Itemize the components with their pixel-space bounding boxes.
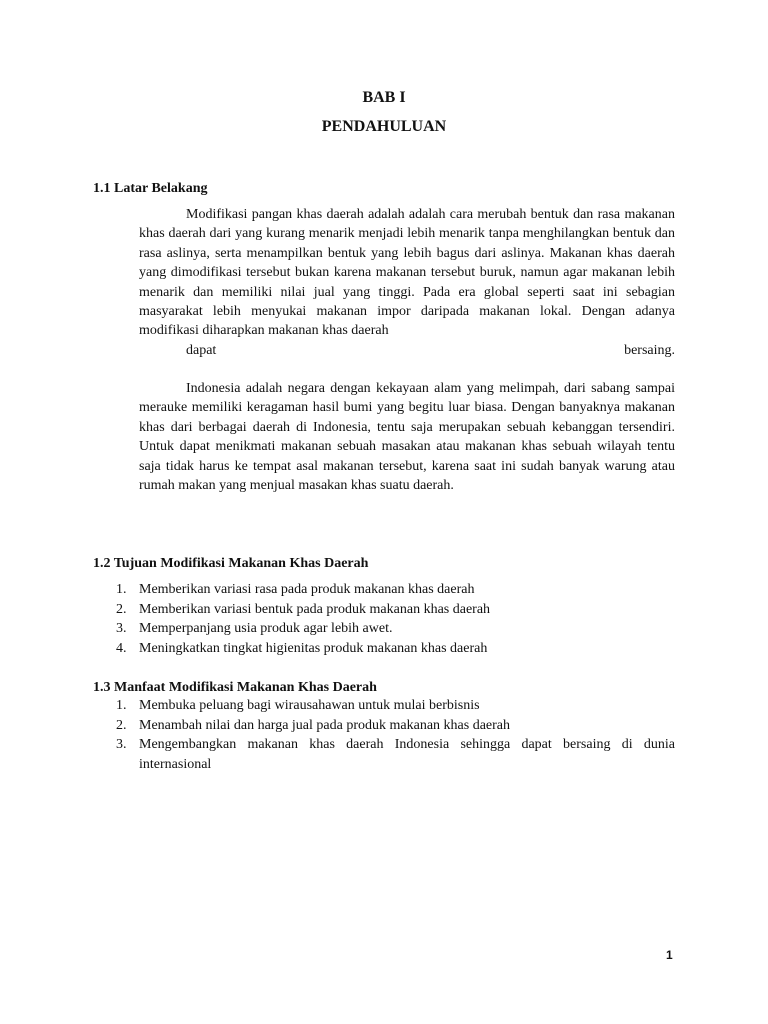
tujuan-list: [116, 580, 675, 658]
background-paragraph-2: Indonesia adalah negara dengan kekayaan alam yang melimpah, dari sabang sampai merauke memiliki keragaman hasil bumi yang begitu luar biasa. Dengan banyaknya makanan khas dari berbagai daerah di Indonesia, tentu saja merupakan sebuah kebanggan tersendiri. Untuk dapat menikmati makanan sebuah masakan atau makanan khas sebuah wilayah tentu saja tidak harus ke tempat asal makanan tersebut, karena saat ini sudah banyak warung atau rumah makan yang menjual masakan khas suatu daerah.: [139, 381, 675, 494]
list-item-text: Meningkatkan tingkat higienitas produk makanan khas daerah: [139, 640, 488, 656]
list-item: [116, 639, 675, 659]
list-item-number: 1.: [116, 582, 127, 597]
list-item: [116, 619, 675, 639]
section-heading-tujuan: 1.2 Tujuan Modifikasi Makanan Khas Daerah: [93, 556, 369, 571]
section-heading-latar-belakang: 1.1 Latar Belakang: [93, 181, 208, 196]
list-item-text: Membuka peluang bagi wirausahawan untuk mulai berbisnis: [139, 698, 480, 713]
list-item-text: Memberikan variasi bentuk pada produk makanan khas daerah: [139, 601, 491, 617]
manfaat-list: [116, 696, 675, 775]
list-item-text: Memberikan variasi rasa pada produk makanan khas daerah: [139, 582, 475, 597]
page-number: 1: [666, 948, 673, 962]
background-paragraph-1-body: Modifikasi pangan khas daerah adalah adalah cara merubah bentuk dan rasa makanan khas daerah dari yang kurang menarik menjadi lebih menarik tanpa menghilangkan bentuk dan rasa aslinya, serta menampilkan bentuk yang lebih bagus dari aslinya. Makanan khas daerah yang dimodifikasi tersebut bukan karena makanan tersebut buruk, namun agar makanan lebih menarik dan memiliki nilai jual yang tinggi. Pada era global seperti saat ini sebagian masyarakat lebih menyukai makanan impor daripada makanan lokal. Dengan adanya modifikasi diharapkan makanan khas daerah: [139, 207, 675, 339]
list-item-number: 4.: [116, 640, 127, 656]
list-item-number: 3.: [116, 737, 127, 753]
section-heading-manfaat: 1.3 Manfaat Modifikasi Makanan Khas Daerah: [93, 680, 377, 695]
list-item-number: 2.: [116, 717, 127, 733]
list-item-number: 2.: [116, 601, 127, 617]
list-item: [116, 580, 675, 600]
chapter-title: PENDAHULUAN: [321, 118, 447, 135]
list-item-number: 1.: [116, 698, 127, 713]
list-item-number: 3.: [116, 621, 127, 636]
list-item: [116, 696, 675, 716]
list-item: [116, 600, 675, 620]
background-paragraph-1: [139, 205, 675, 360]
chapter-label: BAB I: [362, 89, 406, 106]
list-item-text: Mengembangkan makanan khas daerah Indonesia sehingga dapat bersaing di dunia internasional: [139, 737, 675, 773]
background-paragraph-1-last-line: dapat bersaing.: [186, 342, 675, 358]
list-item: [116, 716, 675, 736]
list-item-text: Memperpanjang usia produk agar lebih awet.: [139, 621, 393, 636]
list-item: [116, 735, 675, 774]
list-item-text: Menambah nilai dan harga jual pada produk makanan khas daerah: [139, 717, 510, 733]
